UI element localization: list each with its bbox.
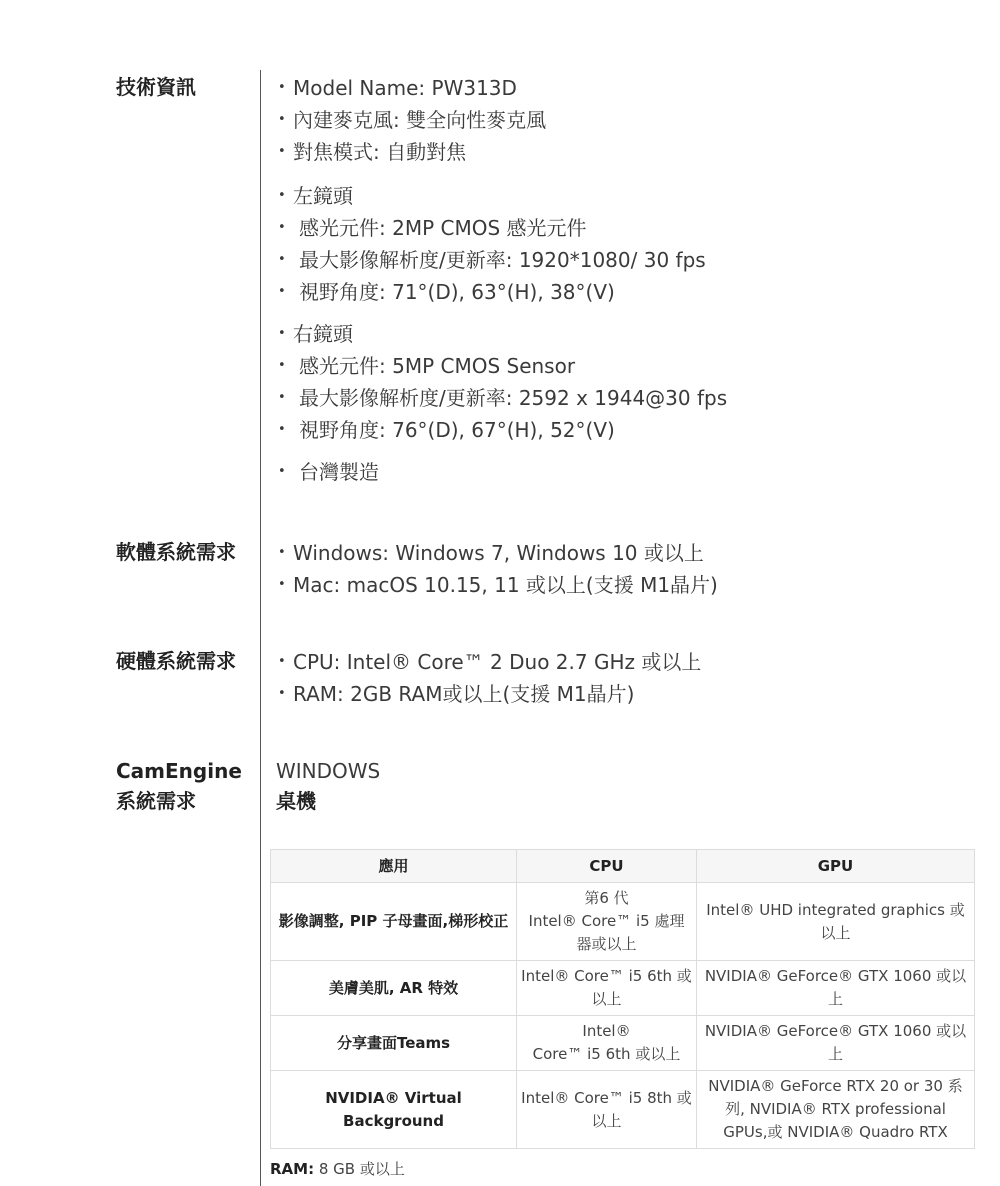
left-lens-list	[276, 180, 976, 308]
software-req-label: 軟體系統需求	[116, 540, 236, 564]
header-cpu: CPU	[517, 850, 697, 883]
table-row	[271, 1016, 975, 1071]
cpu-cell	[517, 961, 697, 1016]
camengine-label-line1: CamEngine	[116, 759, 242, 783]
hardware-ram: • RAM: 2GB RAM或以上(支援 M1晶片)	[276, 678, 976, 710]
left-lens-title: • 左鏡頭	[276, 180, 976, 212]
cpu-line: Intel® Core™ i5 8th 或	[521, 1088, 692, 1107]
hardware-cpu: • CPU: Intel® Core™ 2 Duo 2.7 GHz 或以上	[276, 646, 976, 678]
spec-microphone: • 內建麥克風: 雙全向性麥克風	[276, 104, 976, 136]
gpu-line: NVIDIA® GeForce® GTX 1060 或以	[704, 1022, 967, 1040]
cpu-line: 以上	[591, 990, 622, 1008]
cpu-line: Core™ i5 6th 或以上	[532, 1045, 681, 1063]
right-lens-list	[276, 318, 976, 446]
tech-info-content	[276, 72, 976, 488]
spec-focus-mode: • 對焦模式: 自動對焦	[276, 136, 976, 168]
cpu-cell	[517, 883, 697, 961]
gpu-line: 上	[827, 990, 843, 1008]
right-lens-title: • 右鏡頭	[276, 318, 976, 350]
software-windows: • Windows: Windows 7, Windows 10 或以上	[276, 537, 976, 569]
table-row	[271, 1071, 975, 1149]
cpu-line: Intel®	[582, 1022, 631, 1040]
right-lens-sensor: • 感光元件: 5MP CMOS Sensor	[276, 350, 976, 382]
right-lens-fov: • 視野角度: 76°(D), 67°(H), 52°(V)	[276, 414, 976, 446]
gpu-cell	[697, 961, 975, 1016]
tech-info-label: 技術資訊	[116, 75, 196, 99]
software-req-list	[276, 537, 976, 601]
tech-general-list	[276, 72, 976, 168]
cpu-line: Intel® Core™ i5 處理	[528, 912, 685, 930]
header-application: 應用	[271, 850, 517, 883]
app-cell: 影像調整, PIP 子母畫面,梯形校正	[271, 883, 517, 961]
left-lens-sensor: • 感光元件: 2MP CMOS 感光元件	[276, 212, 976, 244]
cpu-line: Intel® Core™ i5 6th 或	[521, 967, 692, 985]
camengine-label-line2: 系統需求	[116, 789, 196, 813]
app-cell: 分享畫面Teams	[271, 1016, 517, 1071]
app-cell: NVIDIA® Virtual Background	[271, 1071, 517, 1149]
gpu-line: GPUs,或 NVIDIA® Quadro RTX	[723, 1123, 948, 1141]
right-lens-resolution: • 最大影像解析度/更新率: 2592 x 1944@30 fps	[276, 382, 976, 414]
gpu-line: NVIDIA® GeForce RTX 20 or 30 系	[708, 1077, 963, 1095]
table-row	[271, 961, 975, 1016]
table-header-row	[271, 850, 975, 883]
hardware-req-label: 硬體系統需求	[116, 649, 236, 673]
made-in-taiwan: • 台灣製造	[276, 456, 976, 488]
gpu-line: NVIDIA® GeForce® GTX 1060 或以	[704, 967, 967, 985]
cpu-line: 器或以上	[576, 935, 637, 953]
software-mac: • Mac: macOS 10.15, 11 或以上(支援 M1晶片)	[276, 569, 976, 601]
cpu-line: 以上	[591, 1111, 622, 1130]
cpu-cell	[517, 1016, 697, 1071]
left-lens-resolution: • 最大影像解析度/更新率: 1920*1080/ 30 fps	[276, 244, 976, 276]
gpu-line: 上	[827, 1045, 843, 1063]
section-divider-line	[260, 70, 261, 1186]
camengine-ram-note	[270, 1158, 405, 1179]
camengine-os-title: WINDOWS	[276, 759, 381, 783]
gpu-line: 以上	[820, 923, 851, 942]
table-row	[271, 883, 975, 961]
camengine-requirements-table	[270, 849, 975, 1149]
spec-model-name: • Model Name: PW313D	[276, 72, 976, 104]
app-cell: 美膚美肌, AR 特效	[271, 961, 517, 1016]
ram-note-value: 8 GB 或以上	[314, 1160, 405, 1178]
gpu-cell	[697, 1071, 975, 1149]
ram-note-label: RAM:	[270, 1160, 315, 1178]
cpu-line: 第6 代	[584, 889, 629, 907]
hardware-req-list	[276, 646, 976, 710]
gpu-line: 列, NVIDIA® RTX professional	[725, 1100, 946, 1118]
camengine-heading	[276, 756, 976, 816]
cpu-cell	[517, 1071, 697, 1149]
camengine-label	[116, 756, 256, 816]
left-lens-fov: • 視野角度: 71°(D), 63°(H), 38°(V)	[276, 276, 976, 308]
gpu-cell	[697, 1016, 975, 1071]
gpu-cell	[697, 883, 975, 961]
gpu-line: Intel® UHD integrated graphics 或	[706, 900, 965, 919]
software-req-content	[276, 537, 976, 601]
header-gpu: GPU	[697, 850, 975, 883]
made-in-list	[276, 456, 976, 488]
camengine-device-title: 桌機	[276, 789, 316, 813]
hardware-req-content	[276, 646, 976, 710]
